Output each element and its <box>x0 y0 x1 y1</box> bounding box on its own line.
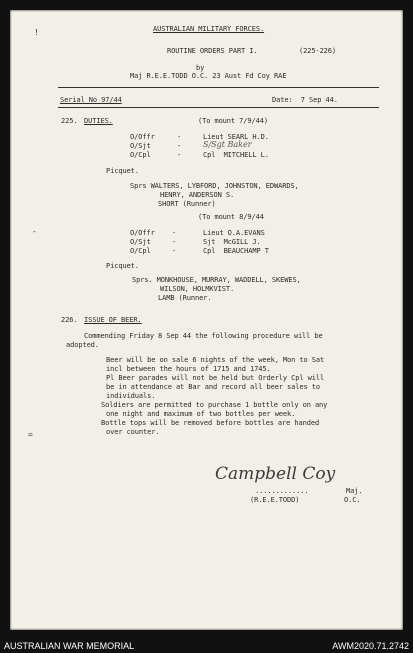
duty-dash: - <box>172 247 177 255</box>
beer-rule-line: individuals. <box>106 392 156 400</box>
document-title: AUSTRALIAN MILITARY FORCES. <box>153 25 265 33</box>
signatory-title: O.C. <box>344 496 361 504</box>
issuer: Maj R.E.E.TODD O.C. 23 Aust Fd Coy RAE <box>130 72 287 80</box>
duty-role: O/Sjt <box>130 238 151 246</box>
beer-rule-line: one night and maximum of two bottles per week. <box>106 410 296 418</box>
beer-rule-line: Soldiers are permitted to purchase 1 bottle only on any <box>101 401 328 409</box>
duties-heading: DUTIES. <box>84 117 113 125</box>
duty-role: O/Sjt <box>130 142 151 150</box>
beer-heading: ISSUE OF BEER. <box>84 316 142 324</box>
punch-mark: - <box>32 227 37 236</box>
beer-number: 226. <box>61 316 78 324</box>
signature-rank: Maj. <box>346 487 363 495</box>
picquet-line: LAMB (Runner. <box>158 294 212 302</box>
order-date: Date: 7 Sep 44. <box>272 96 338 104</box>
by-label: by <box>196 64 205 72</box>
handwritten-duty-name: S/Sgt Baker <box>203 140 252 149</box>
duty-role: O/Cpl <box>130 151 151 159</box>
orders-title: ROUTINE ORDERS PART I. <box>167 47 258 55</box>
beer-rule-line: over counter. <box>106 428 160 436</box>
to-mount-2: (To mount 8/9/44 <box>198 213 264 221</box>
to-mount-1: (To mount 7/9/44) <box>198 117 268 125</box>
duty-dash: - <box>177 142 182 150</box>
footer-accession: AWM2020.71.2742 <box>332 641 409 651</box>
picquet-line: Sprs WALTERS, LYBFORD, JOHNSTON, EDWARDS, <box>130 182 299 190</box>
duty-dash: - <box>172 238 177 246</box>
document-page <box>10 10 403 630</box>
picquet-line: WILSON, HOLMKVIST. <box>160 285 235 293</box>
beer-intro-line: Commending Friday 8 Sep 44 the following procedure will be <box>84 332 323 340</box>
beer-rule-line: Beer will be on sale 6 nights of the week, Mon to Sat <box>106 356 325 364</box>
beer-intro-line: adopted. <box>66 341 99 349</box>
serial-number: Serial No 97/44 <box>60 96 122 104</box>
duty-dash: - <box>177 133 182 141</box>
picquet-label-2: Picquet. <box>106 262 139 270</box>
signature-dots: ............. <box>255 487 309 495</box>
signature: Campbell Coy <box>215 464 336 484</box>
signatory-name: (R.E.E.TODD) <box>250 496 300 504</box>
duty-name: Cpl BEAUCHAMP T <box>203 247 269 255</box>
order-range: (225-226) <box>299 47 337 55</box>
duty-name: Lieut SEARL H.D. <box>203 133 269 141</box>
beer-rule-line: Bottle tops will be removed before bottles are handed <box>101 419 320 427</box>
header-rule-bottom <box>58 107 379 108</box>
punch-mark: = <box>28 430 33 439</box>
duty-name: Sjt McGILL J. <box>203 238 261 246</box>
duty-role: O/Offr <box>130 133 155 141</box>
picquet-line: SHORT (Runner) <box>158 200 216 208</box>
duty-dash: - <box>177 151 182 159</box>
header-rule-top <box>58 87 379 88</box>
beer-rule-line: Pl Beer parades will not be held but Orderly Cpl will <box>106 374 325 382</box>
footer-source: AUSTRALIAN WAR MEMORIAL <box>4 641 135 651</box>
picquet-line: Sprs. MONKHOUSE, MURRAY, WADDELL, SKEWES, <box>132 276 301 284</box>
beer-rule-line: incl between the hours of 1715 and 1745. <box>106 365 271 373</box>
duty-name: Cpl MITCHELL L. <box>203 151 269 159</box>
pencil-mark: ! <box>34 28 39 37</box>
duties-number: 225. <box>61 117 78 125</box>
picquet-label-1: Picquet. <box>106 167 139 175</box>
duty-dash: - <box>172 229 177 237</box>
picquet-line: HENRY, ANDERSON S. <box>160 191 235 199</box>
duty-name: Lieut O.A.EVANS <box>203 229 265 237</box>
beer-rule-line: be in attendance at Bar and record all beer sales to <box>106 383 320 391</box>
duty-role: O/Offr <box>130 229 155 237</box>
duty-role: O/Cpl <box>130 247 151 255</box>
